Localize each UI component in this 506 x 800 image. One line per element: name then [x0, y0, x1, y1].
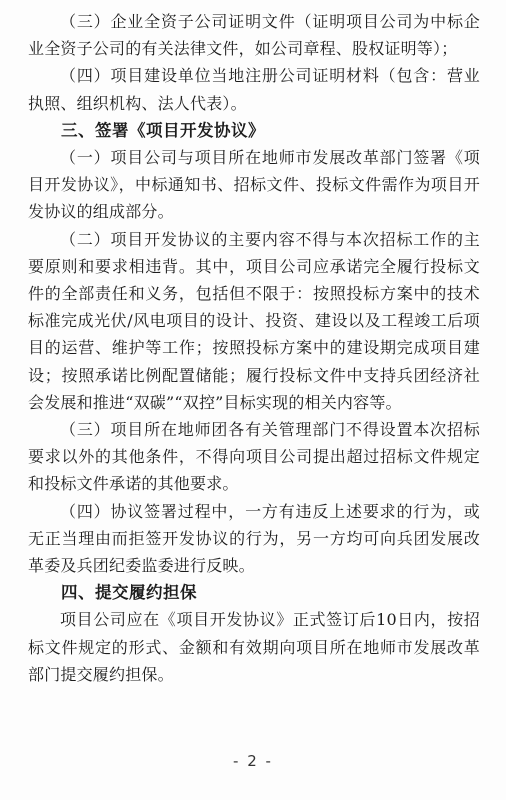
paragraph-subsidiary-certificate: （三）企业全资子公司证明文件（证明项目公司为中标企业全资子公司的有关法律文件，如公司章程、股权证明等）；: [28, 12, 480, 59]
paragraph-agreement-signing: （一）项目公司与项目所在地师市发展改革部门签署《项目开发协议》，中标通知书、招标文件、投标文件需作为项目开发协议的组成部分。: [28, 148, 480, 222]
paragraph-local-registration: （四）项目建设单位当地注册公司证明材料（包含：营业执照、组织机构、法人代表）。: [28, 66, 480, 113]
document-body: [28, 8, 480, 688]
section-heading-sign-agreement: 三、签署《项目开发协议》: [61, 120, 265, 140]
paragraph-agreement-content: （二）项目开发协议的主要内容不得与本次招标工作的主要原则和要求相违背。其中，项目公司应承诺完全履行投标文件的全部责任和义务，包括但不限于：按照投标方案中的技术标准完成光伏/风电项目的设计、投资、建设以及工程竣工后项目的运营、维护等工作；按照投标方案中的建设期完成项目建设；按照承诺比例配置储能；履行投标文件中支持兵团经济社会发展和推进“双碳”“双控”目标实现的相关内容等。: [28, 229, 480, 412]
paragraph-submit-guarantee: 项目公司应在《项目开发协议》正式签订后10日内，按招标文件规定的形式、金额和有效期向项目所在地师市发展改革部门提交履约担保。: [28, 610, 480, 684]
paragraph-no-extra-conditions: （三）项目所在地师团各有关管理部门不得设置本次招标要求以外的其他条件，不得向项目公司提出超过招标文件规定和投标文件承诺的其他要求。: [28, 420, 480, 494]
section-heading-performance-guarantee: 四、提交履约担保: [61, 583, 197, 603]
page-number: - 2 -: [233, 752, 273, 770]
paragraph-violation-report: （四）协议签署过程中，一方有违反上述要求的行为，或无正当理由而拒签开发协议的行为，另一方均可向兵团发展改革委及兵团纪委监委进行反映。: [28, 501, 480, 576]
